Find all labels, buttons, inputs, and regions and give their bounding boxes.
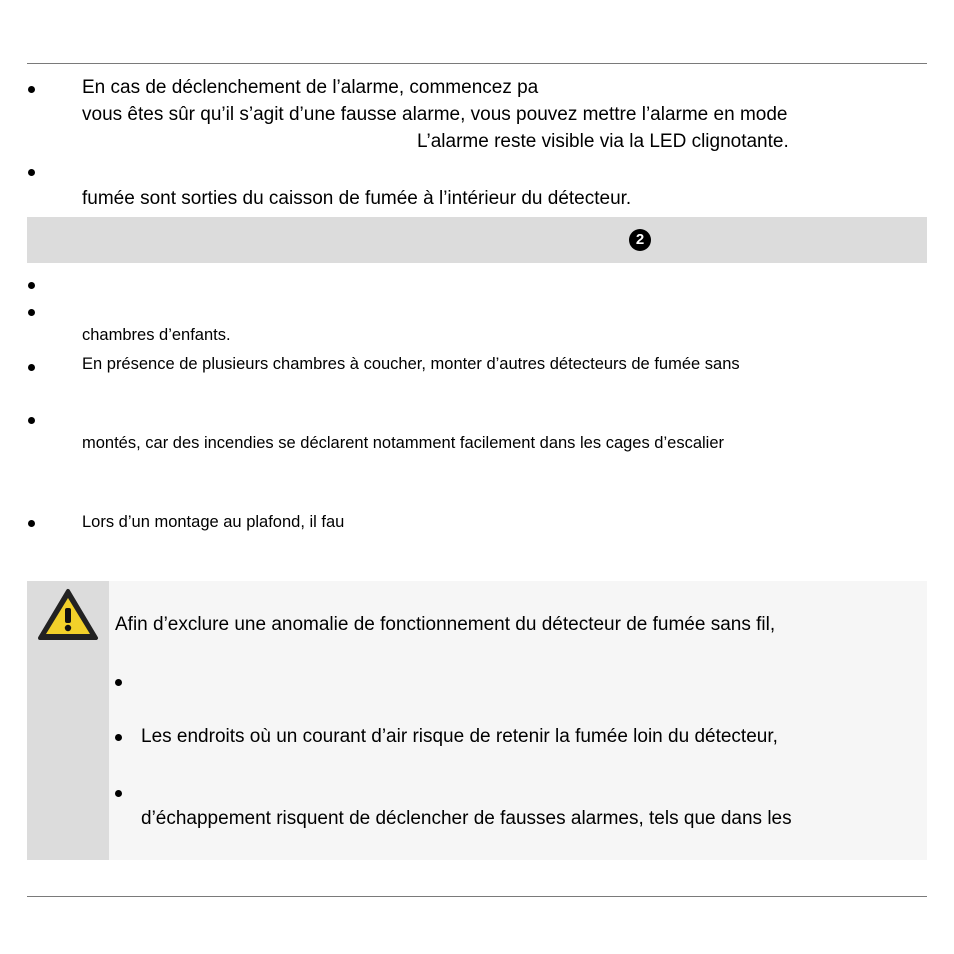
warning-intro: Afin d’exclure une anomalie de fonctionnement du détecteur de fumée sans fil, xyxy=(115,614,776,635)
warning-bullet xyxy=(115,734,122,741)
list-item-text: fumée sont sorties du caisson de fumée à l’intérieur du détecteur. xyxy=(82,188,632,209)
bottom-rule xyxy=(27,896,927,897)
warning-bullet xyxy=(115,790,122,797)
list-bullet xyxy=(28,364,35,371)
list-bullet xyxy=(28,169,35,176)
warning-item-text: Les endroits où un courant d’air risque de retenir la fumée loin du détecteur, xyxy=(141,726,778,747)
section-header-band xyxy=(27,217,927,263)
list-bullet xyxy=(28,520,35,527)
list-item-text: montés, car des incendies se déclarent notamment facilement dans les cages d’escalier xyxy=(82,434,725,452)
top-rule xyxy=(27,63,927,64)
list-item-text: En présence de plusieurs chambres à coucher, monter d’autres détecteurs de fumée sans xyxy=(82,355,740,373)
warning-bullet xyxy=(115,679,122,686)
list-item-text: En cas de déclenchement de l’alarme, commencez pa xyxy=(82,77,539,98)
warning-triangle-icon xyxy=(37,588,99,642)
list-item-text: vous êtes sûr qu’il s’agit d’une fausse alarme, vous pouvez mettre l’alarme en mode xyxy=(82,104,788,125)
warning-item-text: d’échappement risquent de déclencher de fausses alarmes, tels que dans les xyxy=(141,808,792,829)
section-number-badge: 2 xyxy=(629,229,651,251)
list-item-text: Lors d’un montage au plafond, il fau xyxy=(82,513,345,531)
list-bullet xyxy=(28,86,35,93)
list-item-text: chambres d’enfants. xyxy=(82,326,231,344)
list-item-text: L’alarme reste visible via la LED clignotante. xyxy=(417,131,789,152)
list-bullet xyxy=(28,417,35,424)
list-bullet xyxy=(28,282,35,289)
list-bullet xyxy=(28,309,35,316)
